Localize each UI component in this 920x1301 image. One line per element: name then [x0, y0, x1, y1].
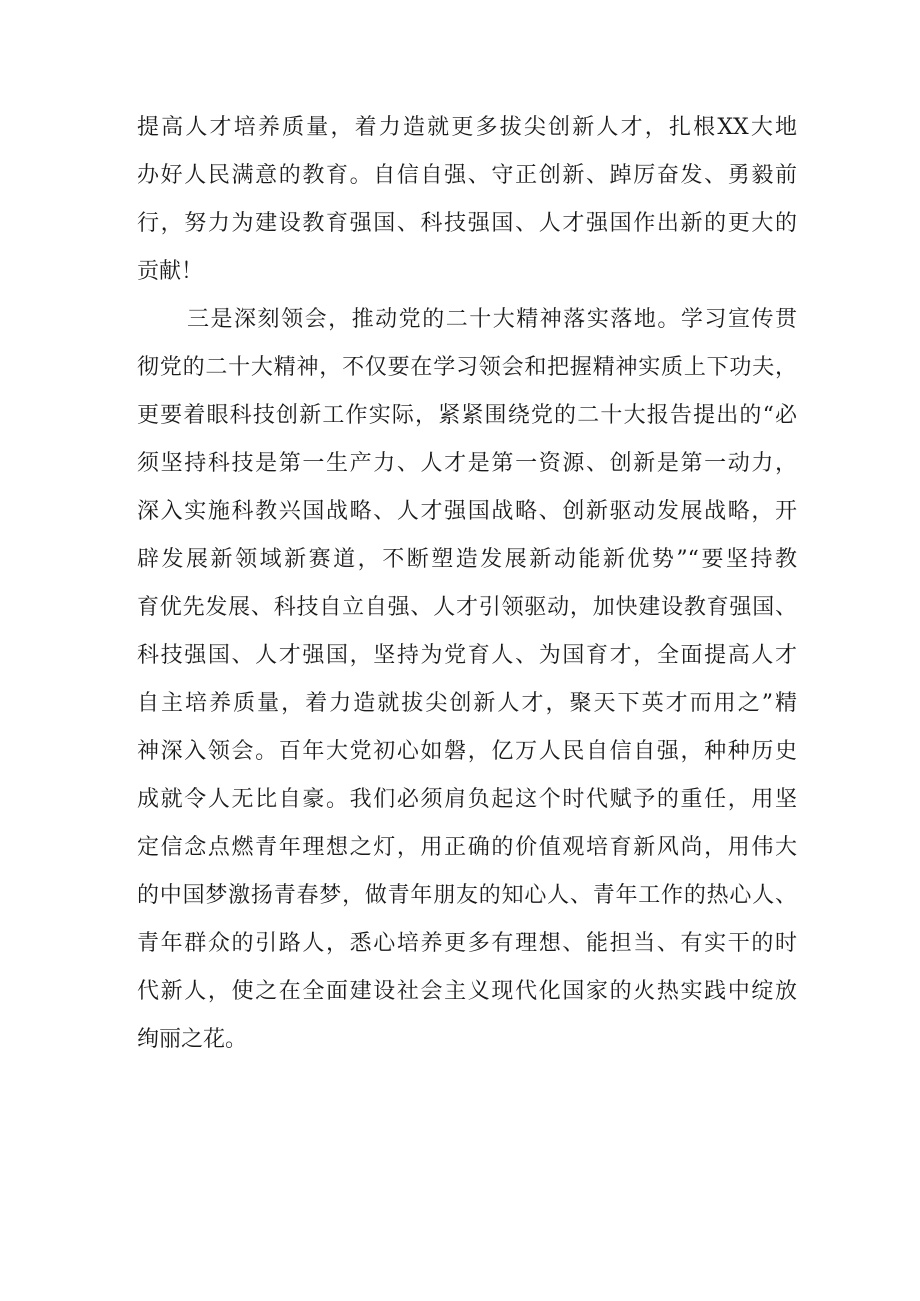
paragraph-2 — [137, 296, 797, 1064]
paragraph-line: 代新人，使之在全面建设社会主义现代化国家的火热实践中绽放 — [137, 979, 797, 1004]
paragraph-line: 行，努力为建设教育强国、科技强国、人才强国作出新的更大的 — [137, 211, 797, 236]
paragraph-line: 提高人才培养质量，着力造就更多拔尖创新人才，扎根XX大地 — [137, 115, 797, 140]
paragraph-line: 科技强国、人才强国，坚持为党育人、为国育才，全面提高人才 — [137, 643, 797, 668]
paragraph-line: 青年群众的引路人，悉心培养更多有理想、能担当、有实干的时 — [137, 931, 797, 956]
paragraph-line: 贡献！ — [137, 259, 204, 284]
paragraph-line: 办好人民满意的教育。自信自强、守正创新、踔厉奋发、勇毅前 — [137, 163, 797, 188]
document-body — [137, 104, 797, 1064]
paragraph-line: 的中国梦激扬青春梦，做青年朋友的知心人、青年工作的热心人、 — [137, 883, 797, 908]
paragraph-line: 三是深刻领会，推动党的二十大精神落实落地。学习宣传贯 — [187, 307, 797, 332]
paragraph-line: 成就令人无比自豪。我们必须肩负起这个时代赋予的重任，用坚 — [137, 787, 797, 812]
paragraph-line: 自主培养质量，着力造就拔尖创新人才，聚天下英才而用之”精 — [137, 691, 797, 716]
paragraph-line: 辟发展新领域新赛道，不断塑造发展新动能新优势”“要坚持教 — [137, 547, 797, 572]
paragraph-line: 绚丽之花。 — [137, 1027, 248, 1052]
paragraph-line: 神深入领会。百年大党初心如磐，亿万人民自信自强，种种历史 — [137, 739, 797, 764]
paragraph-line: 更要着眼科技创新工作实际，紧紧围绕党的二十大报告提出的“必 — [137, 403, 797, 428]
paragraph-line: 深入实施科教兴国战略、人才强国战略、创新驱动发展战略，开 — [137, 499, 797, 524]
paragraph-line: 育优先发展、科技自立自强、人才引领驱动，加快建设教育强国、 — [137, 595, 797, 620]
paragraph-line: 须坚持科技是第一生产力、人才是第一资源、创新是第一动力， — [137, 451, 797, 476]
paragraph-line: 彻党的二十大精神，不仅要在学习领会和把握精神实质上下功夫， — [137, 355, 797, 380]
paragraph-1 — [137, 104, 797, 296]
paragraph-line: 定信念点燃青年理想之灯，用正确的价值观培育新风尚，用伟大 — [137, 835, 797, 860]
